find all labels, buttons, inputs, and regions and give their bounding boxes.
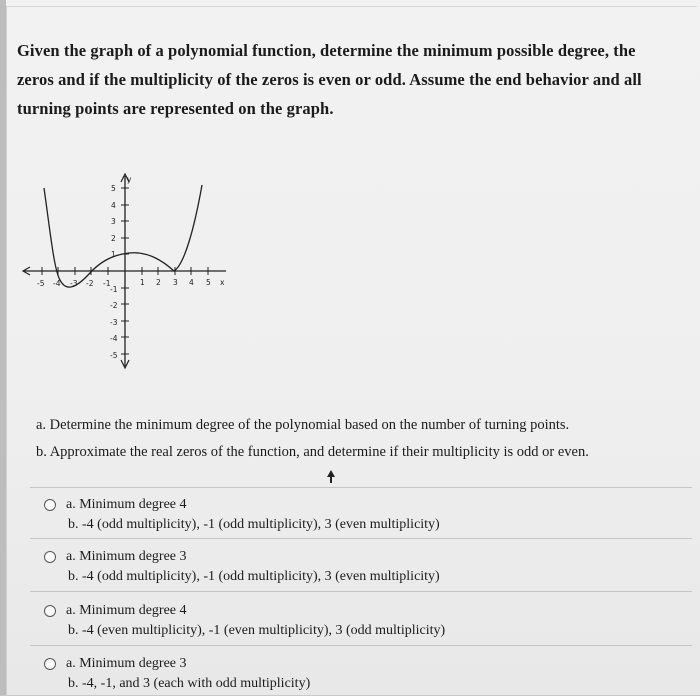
y-tick-label: -3 [110, 318, 118, 327]
x-tick-label: 1 [140, 278, 145, 287]
x-tick-label: -1 [103, 279, 111, 288]
x-tick-label: 5 [206, 278, 211, 287]
polynomial-graph [14, 170, 239, 370]
option-line-a: a. Minimum degree 4 [66, 497, 187, 512]
radio-button[interactable] [44, 499, 56, 511]
polynomial-curve [44, 185, 202, 287]
option-line-b: b. -4 (even multiplicity), -1 (even multiplicity), 3 (odd multiplicity) [68, 623, 446, 638]
option-line-a: a. Minimum degree 4 [66, 603, 187, 618]
y-tick-label: -2 [110, 301, 118, 310]
part-b-instruction: b. Approximate the real zeros of the function, and determine if their multiplicity is odd or even. [36, 444, 589, 460]
radio-button[interactable] [44, 605, 56, 617]
y-tick-label: 3 [111, 217, 116, 226]
y-tick-label: 2 [111, 234, 116, 243]
y-tick-label: -5 [110, 351, 118, 360]
option-line-a: a. Minimum degree 3 [66, 656, 187, 671]
x-axis-label: x [220, 278, 225, 287]
option-divider [30, 645, 692, 646]
y-axis-label: y [127, 175, 132, 184]
x-tick-label: -2 [86, 279, 94, 288]
x-tick-label: -5 [37, 279, 45, 288]
option-line-b: b. -4, -1, and 3 (each with odd multiplicity) [68, 676, 311, 691]
y-tick-label: -4 [110, 334, 118, 343]
option-divider [30, 538, 692, 539]
option-divider [30, 591, 692, 592]
y-tick-label: 5 [111, 184, 116, 193]
y-tick-label: -1 [110, 285, 118, 294]
x-tick-label: 3 [173, 278, 178, 287]
option-divider [30, 487, 692, 488]
part-a-instruction: a. Determine the minimum degree of the polynomial based on the number of turning points. [36, 417, 570, 433]
option-line-a: a. Minimum degree 3 [66, 549, 187, 564]
option-line-b: b. -4 (odd multiplicity), -1 (odd multiplicity), 3 (even multiplicity) [68, 569, 440, 584]
question-line-1: Given the graph of a polynomial function, determine the minimum possible degree, the [17, 41, 636, 60]
x-tick-label: 4 [189, 278, 194, 287]
y-tick-label: 4 [111, 201, 116, 210]
x-tick-label: -3 [70, 279, 78, 288]
x-tick-label: 2 [156, 278, 161, 287]
option-line-b: b. -4 (odd multiplicity), -1 (odd multiplicity), 3 (even multiplicity) [68, 517, 440, 532]
x-tick-label: -4 [53, 279, 61, 288]
radio-button[interactable] [44, 658, 56, 670]
radio-button[interactable] [44, 551, 56, 563]
y-tick-label: 1 [111, 250, 116, 259]
question-line-3: turning points are represented on the graph. [17, 99, 334, 118]
question-line-2: zeros and if the multiplicity of the zeros is even or odd. Assume the end behavior and all [17, 70, 642, 89]
question-text [17, 36, 689, 123]
mouse-pointer-icon [326, 470, 336, 484]
